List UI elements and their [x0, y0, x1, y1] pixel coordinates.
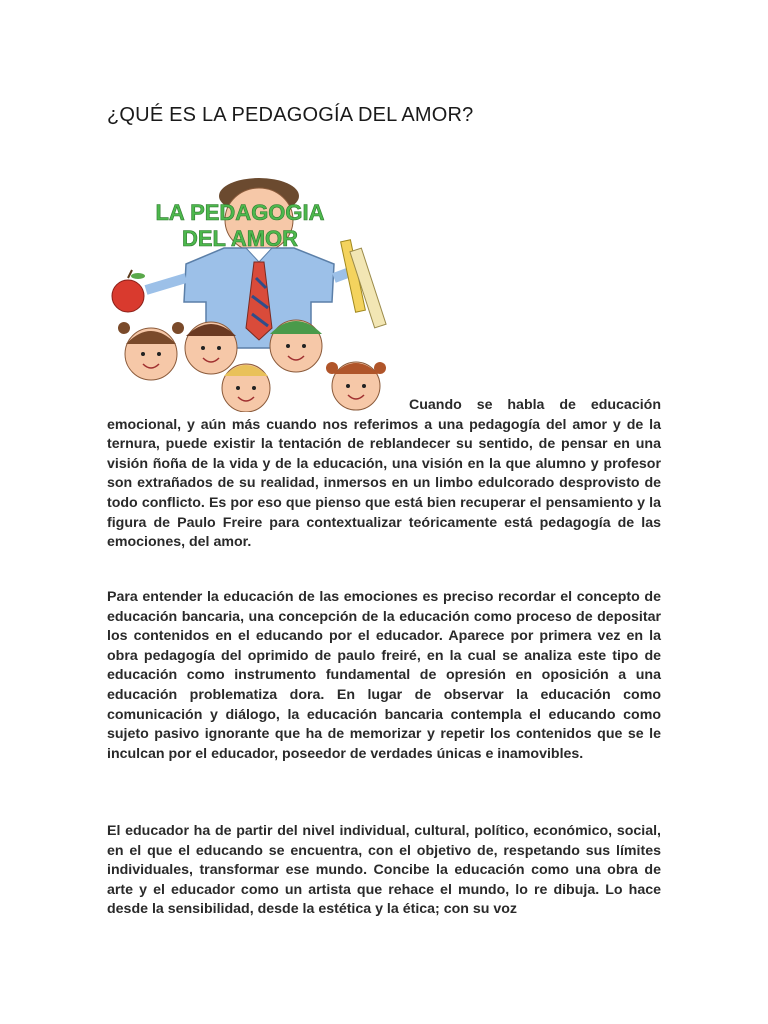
paragraph-1: Cuando se habla de educación emocional, y aún más cuando nos referimos a una pedagogía del amor y de la ternura, puede existir la tentación de reblandecer su sentido, de pensar en una visión ñoña de la vida y de la educación, una visión en la que alumno y profesor son extrañados de su realidad, inmersos en un limbo edulcorado desprovisto de todo conflicto. Es por eso que pienso que está bien recuperar el pensamiento y la figura de Paulo Freire para contextualizar teóricamente está pedagogía de las emociones, del amor. — [107, 397, 661, 551]
paragraph-2: Para entender la educación de las emociones es preciso recordar el concepto de educación bancaria, una concepción de la educación como proceso de depositar los contenidos en el educando por el educador. Aparece por primera vez en la obra pedagogía del oprimido de paulo freiré, en la cual se analiza este tipo de educación como instrumento fundamental de opresión en oposición a una educación problematiza dora. En lugar de observar la educación como comunicación y diálogo, la educación bancaria contempla el educando como sujeto pasivo ignorante que ha de memorizar y repetir los contenidos que se le inculcan por el educador, poseedor de verdades únicas e inamovibles. — [107, 589, 661, 762]
document-title: ¿QUÉ ES LA PEDAGOGÍA DEL AMOR? — [107, 104, 474, 126]
illustration-caption-line2: DEL AMOR — [181, 226, 299, 251]
paragraph-3: El educador ha de partir del nivel individual, cultural, político, económico, social, en el que el educando se encuentra, con el objetivo de, respetando sus límites individuales, transformar ese mundo. Concibe la educación como una obra de arte y el educador como un artista que rehace el mundo, lo re dibuja. Lo hace desde la sensibilidad, desde la estética y la ética; con su voz — [107, 823, 661, 918]
illustration-caption-line1: LA PEDAGOGIA — [155, 200, 325, 225]
pedagogy-of-love-illustration — [106, 178, 420, 412]
